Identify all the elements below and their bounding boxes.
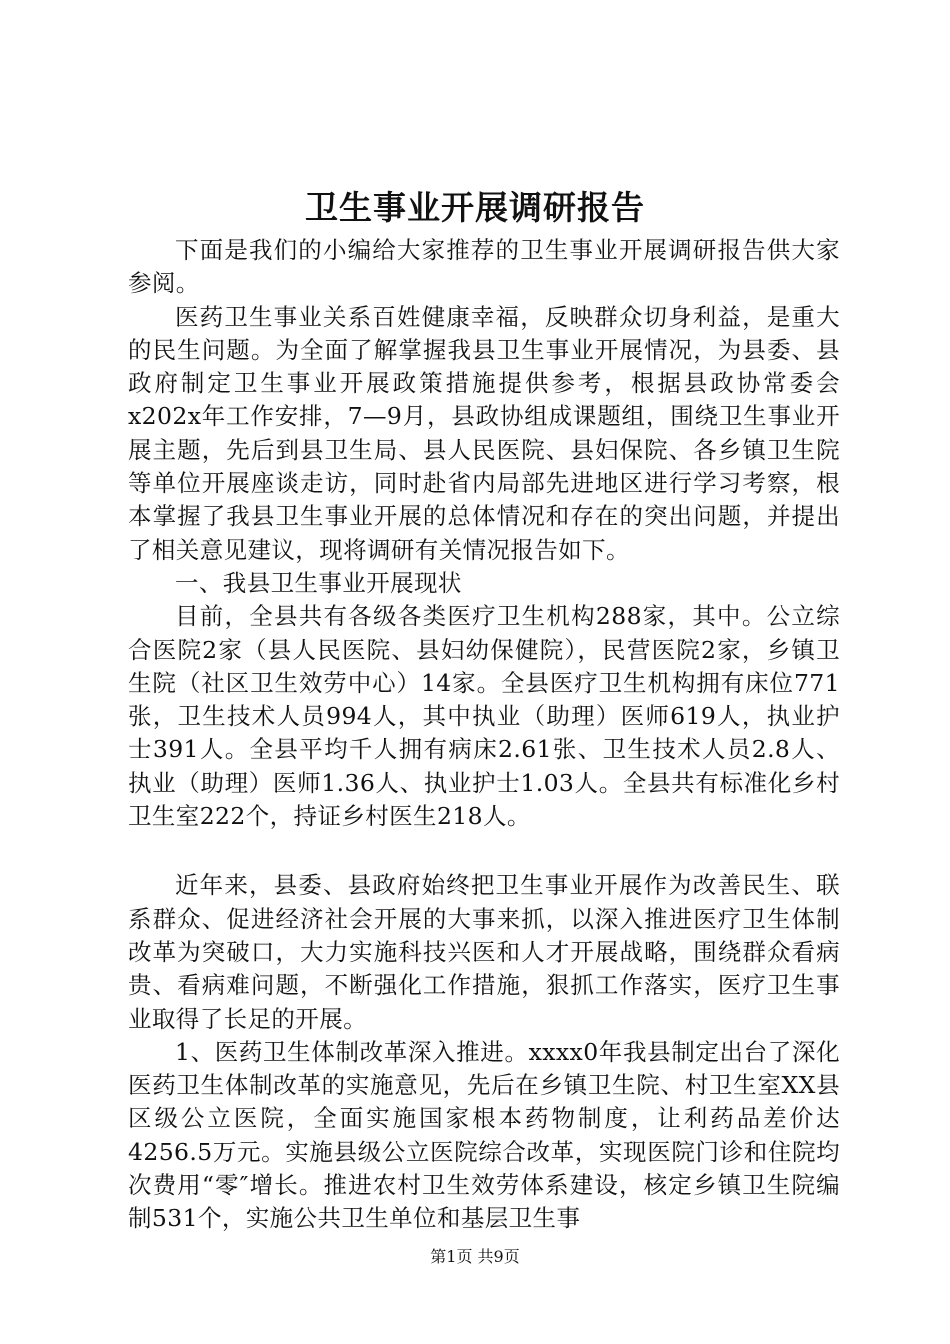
page-footer xyxy=(0,1245,950,1269)
paragraph-intro: 下面是我们的小编给大家推荐的卫生事业开展调研报告供大家参阅。 xyxy=(128,236,840,298)
document-body xyxy=(128,234,840,1236)
paragraph-statistics: 目前，全县共有各级各类医疗卫生机构288家，其中。公立综合医院2家（县人民医院、县妇幼保健院），民营医院2家，乡镇卫生院（社区卫生效劳中心）14家。全县医疗卫生机构拥有床位771张，卫生技术人员994人，其中执业（助理）医师619人，执业护士391人。全县平均千人拥有病床2.61张、卫生技术人员2.8人、执业（助理）医师1.36人、执业护士1.03人。全县共有标准化乡村卫生室222个，持证乡村医生218人。 xyxy=(128,602,840,831)
document-title: 卫生事业开展调研报告 xyxy=(305,188,645,227)
paragraph-reform: 1、医药卫生体制改革深入推进。xxxx0年我县制定出台了深化医药卫生体制改革的实施意见，先后在乡镇卫生院、村卫生室XX县区级公立医院，全面实施国家根本药物制度，让利药品差价达4256.5万元。实施县级公立医院综合改革，实现医院门诊和住院均次费用“零″增长。推进农村卫生效劳体系建设，核定乡镇卫生院编制531个，实施公共卫生单位和基层卫生事 xyxy=(128,1037,840,1233)
paragraph-achievements: 近年来，县委、县政府始终把卫生事业开展作为改善民生、联系群众、促进经济社会开展的大事来抓，以深入推进医疗卫生体制改革为突破口，大力实施科技兴医和人才开展战略，围绕群众看病贵、看病难问题，不断强化工作措施，狠抓工作落实，医疗卫生事业取得了长足的开展。 xyxy=(128,871,840,1033)
section-heading-status: 一、我县卫生事业开展现状 xyxy=(175,568,462,597)
paragraph-background: 医药卫生事业关系百姓健康幸福，反映群众切身利益，是重大的民生问题。为全面了解掌握我县卫生事业开展情况，为县委、县政府制定卫生事业开展政策措施提供参考，根据县政协常委会x202x年工作安排，7—9月，县政协组成课题组，围绕卫生事业开展主题，先后到县卫生局、县人民医院、县妇保院、各乡镇卫生院等单位开展座谈走访，同时赴省内局部先进地区进行学习考察，根本掌握了我县卫生事业开展的总体情况和存在的突出问题，并提出了相关意见建议，现将调研有关情况报告如下。 xyxy=(128,302,840,564)
page-number: 第1页 共9页 xyxy=(430,1247,520,1266)
